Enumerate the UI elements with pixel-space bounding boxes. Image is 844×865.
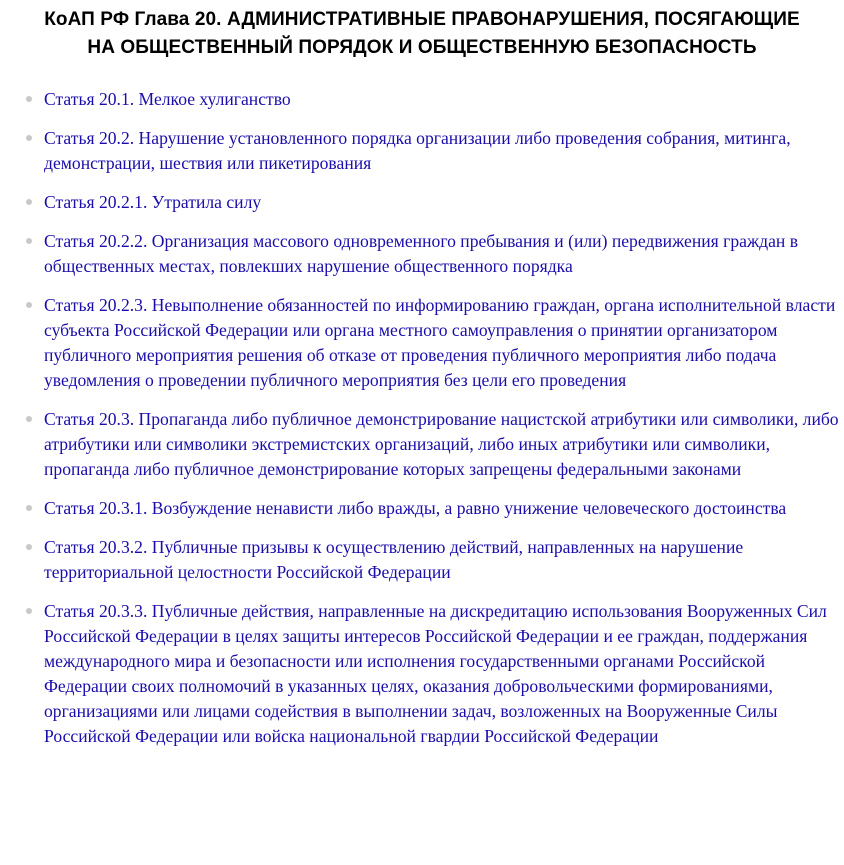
list-item — [0, 599, 844, 749]
article-link-20-2-2[interactable]: Статья 20.2.2. Организация массового одновременного пребывания и (или) передвижения граждан в общественных местах, повлекших нарушение общественного порядка — [44, 231, 799, 276]
list-item — [0, 496, 844, 521]
bullet-icon — [26, 544, 32, 550]
page-title-line-2: НА ОБЩЕСТВЕННЫЙ ПОРЯДОК И ОБЩЕСТВЕННУЮ БЕЗОПАСНОСТЬ — [87, 37, 757, 58]
article-link-20-2[interactable]: Статья 20.2. Нарушение установленного порядка организации либо проведения собрания, митинга, демонстрации, шествия или пикетирования — [44, 128, 791, 173]
bullet-icon — [26, 416, 32, 422]
list-item — [0, 87, 844, 112]
list-item — [0, 535, 844, 585]
article-link-20-3-2[interactable]: Статья 20.3.2. Публичные призывы к осуществлению действий, направленных на нарушение территориальной целостности Российской Федерации — [44, 537, 744, 582]
list-item — [0, 407, 844, 482]
bullet-icon — [26, 96, 32, 102]
page-title-line-1: КоАП РФ Глава 20. АДМИНИСТРАТИВНЫЕ ПРАВОНАРУШЕНИЯ, ПОСЯГАЮЩИЕ — [44, 9, 800, 30]
article-link-20-3-1[interactable]: Статья 20.3.1. Возбуждение ненависти либо вражды, а равно унижение человеческого достоинства — [44, 498, 787, 518]
bullet-icon — [26, 199, 32, 205]
list-item — [0, 229, 844, 279]
article-link-20-2-3[interactable]: Статья 20.2.3. Невыполнение обязанностей по информированию граждан, органа исполнительной власти субъекта Российской Федерации или органа местного самоуправления о принятии организатором публичного мероприятия решения об отказе от проведения публичного мероприятия либо подача уведомления о проведении публичного мероприятия без цели его проведения — [44, 295, 836, 390]
article-link-20-3-3[interactable]: Статья 20.3.3. Публичные действия, направленные на дискредитацию использования Вооруженных Сил Российской Федерации в целях защиты интересов Российской Федерации и ее граждан, поддержания международного мира и безопасности или исполнения государственными органами Российской Федерации своих полномочий в указанных целях, оказания добровольческими формированиями, организациями или лицами содействия в выполнении задач, возложенных на Вооруженные Силы Российской Федерации или войска национальной гвардии Российской Федерации — [44, 601, 827, 746]
bullet-icon — [26, 135, 32, 141]
list-item — [0, 190, 844, 215]
list-item — [0, 126, 844, 176]
bullet-icon — [26, 608, 32, 614]
page-title — [0, 6, 844, 62]
bullet-icon — [26, 505, 32, 511]
list-item — [0, 293, 844, 393]
article-link-20-1[interactable]: Статья 20.1. Мелкое хулиганство — [44, 89, 291, 109]
article-link-20-3[interactable]: Статья 20.3. Пропаганда либо публичное демонстрирование нацистской атрибутики или символики, либо атрибутики или символики экстремистских организаций, либо иных атрибутики или символики, пропаганда либо публичное демонстрирование которых запрещены федеральными законами — [44, 409, 839, 479]
bullet-icon — [26, 238, 32, 244]
article-link-20-2-1[interactable]: Статья 20.2.1. Утратила силу — [44, 192, 262, 212]
article-list — [0, 87, 844, 763]
bullet-icon — [26, 302, 32, 308]
